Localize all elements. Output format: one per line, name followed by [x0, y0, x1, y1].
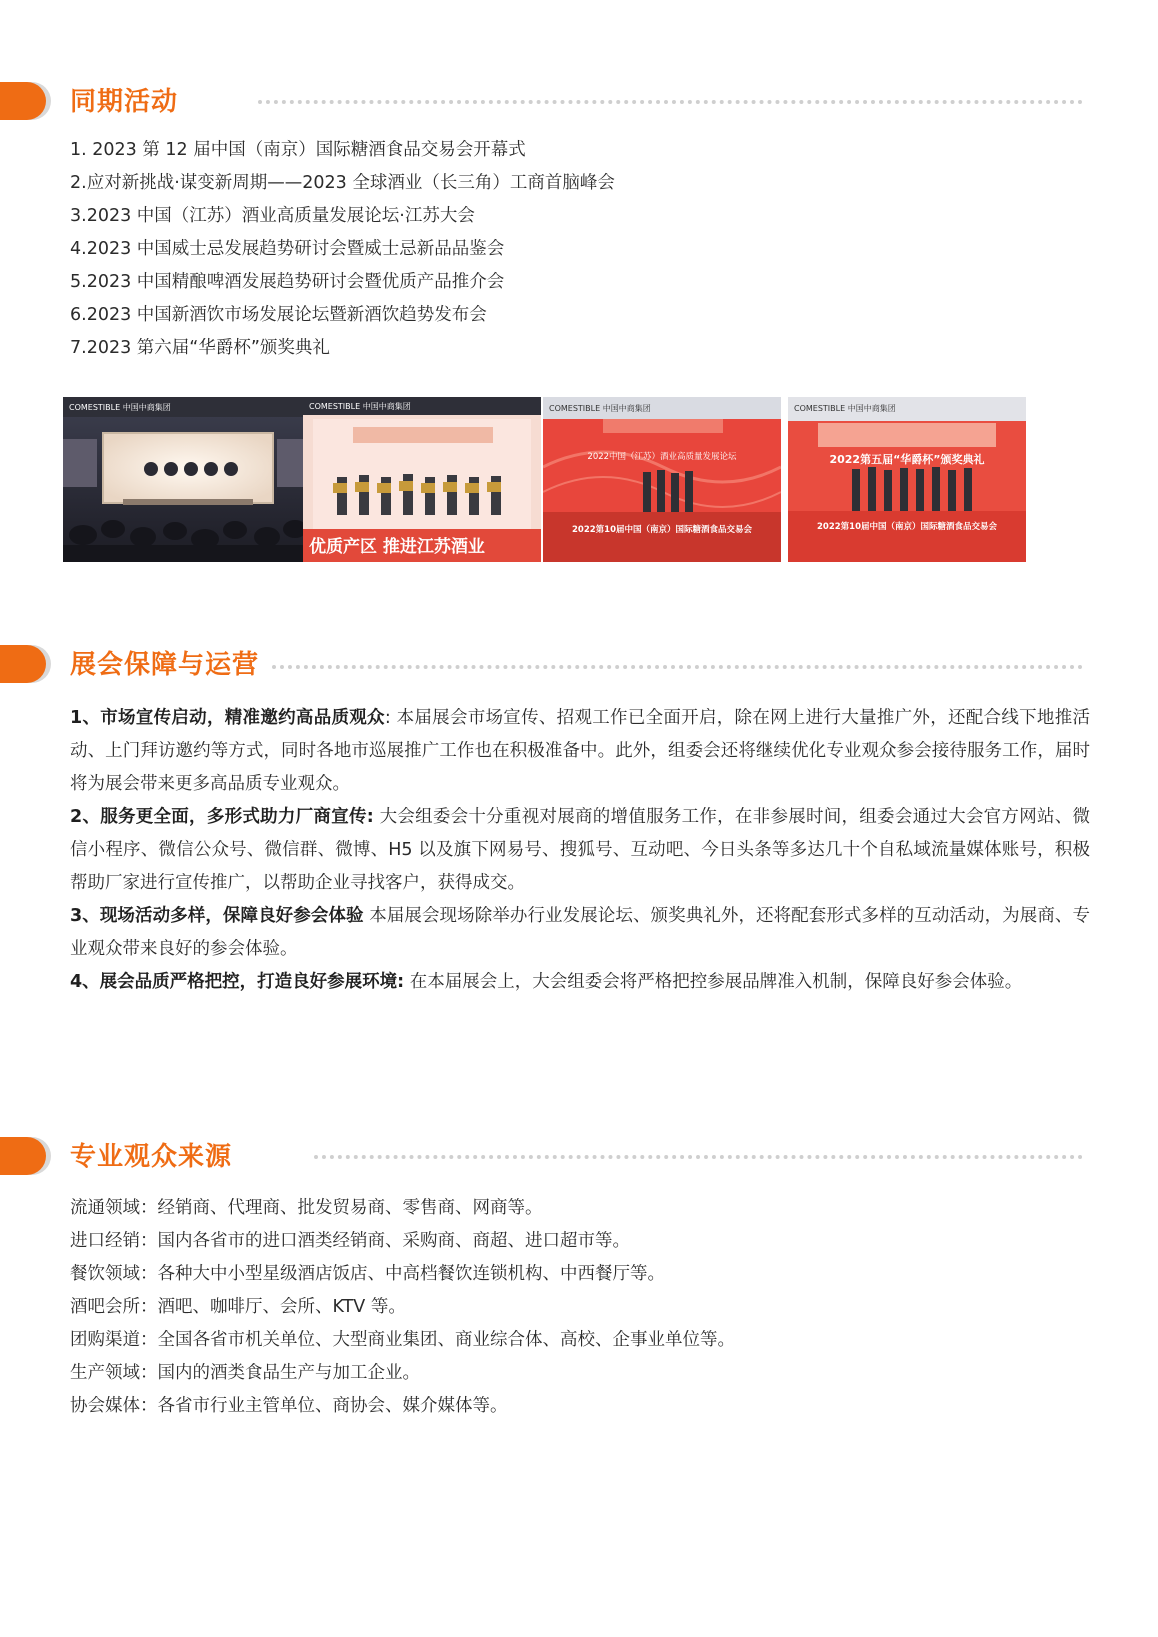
list-item: 7.2023 第六届“华爵杯”颁奖典礼: [70, 338, 330, 358]
paragraph-lead: 3、现场活动多样，保障良好参会体验: [70, 906, 364, 926]
photo-brand-label: COMESTIBLE 中国中商集团: [309, 402, 411, 411]
photo-brand-label: COMESTIBLE 中国中商集团: [549, 404, 651, 413]
section-title: 同期活动: [70, 87, 179, 117]
dotted-divider: [272, 665, 1083, 669]
list-item: 流通领域：经销商、代理商、批发贸易商、零售商、网商等。: [70, 1198, 543, 1218]
operations-paragraph: [70, 702, 1090, 801]
photo-brand-label: COMESTIBLE 中国中商集团: [794, 404, 896, 413]
dotted-divider: [314, 1155, 1083, 1159]
list-item: 生产领域：国内的酒类食品生产与加工企业。: [70, 1363, 420, 1383]
paragraph-lead: 2、服务更全面，多形式助力厂商宣传:: [70, 807, 374, 827]
list-item: 4.2023 中国威士忌发展趋势研讨会暨威士忌新品品鉴会: [70, 239, 505, 259]
section-header: [0, 645, 1158, 705]
list-item: 团购渠道：全国各省市机关单位、大型商业集团、商业综合体、高校、企事业单位等。: [70, 1330, 735, 1350]
event-photo-award-ceremony: [788, 397, 1026, 562]
operations-content: [70, 702, 1090, 999]
section-tab-marker: [0, 645, 46, 683]
operations-paragraph: [70, 801, 1090, 900]
photo-banner-text: 2022中国（江苏）酒业高质量发展论坛: [587, 452, 737, 462]
list-item: 3.2023 中国（江苏）酒业高质量发展论坛·江苏大会: [70, 206, 475, 226]
audience-list: [70, 1192, 735, 1423]
section-header: [0, 1137, 1158, 1197]
paragraph-lead: 4、展会品质严格把控，打造良好参展环境:: [70, 972, 405, 992]
event-photo-jiangsu-forum: [543, 397, 781, 562]
list-item: 1. 2023 第 12 届中国（南京）国际糖酒食品交易会开幕式: [70, 140, 526, 160]
section-tab-marker: [0, 82, 46, 120]
list-item: 进口经销：国内各省市的进口酒类经销商、采购商、商超、进口超市等。: [70, 1231, 630, 1251]
dotted-divider: [258, 100, 1083, 104]
photo-banner-text: 2022第10届中国（南京）国际糖酒食品交易会: [572, 525, 752, 535]
paragraph-text: : 本届展会市场宣传、招观工作已全面开启，除在网上进行大量推广外，还配合线下地推活动、上门拜访邀约等方式，同时各地市巡展推广工作也在积极准备中。此外，组委会还将继续优化专业观众参会接待服务工作，届时将为展会带来更多高品质专业观众。: [70, 708, 1090, 794]
operations-paragraph: [70, 900, 1090, 966]
list-item: 6.2023 中国新酒饮市场发展论坛暨新酒饮趋势发布会: [70, 305, 487, 325]
paragraph-text: 大会组委会十分重视对展商的增值服务工作，在非参展时间，组委会通过大会官方网站、微信小程序、微信公众号、微信群、微博、H5 以及旗下网易号、搜狐号、互动吧、今日头条等多达几十个自私域流量媒体账号，积极帮助厂家进行宣传推广，以帮助企业寻找客户，获得成交。: [70, 807, 1090, 893]
activities-list: [70, 134, 615, 365]
operations-paragraph: [70, 966, 1090, 999]
event-photo-forum: [63, 397, 311, 562]
list-item: 酒吧会所：酒吧、咖啡厅、会所、KTV 等。: [70, 1297, 406, 1317]
audience-section: [0, 1137, 1158, 1416]
paragraph-text: 本届展会现场除举办行业发展论坛、颁奖典礼外，还将配套形式多样的互动活动，为展商、专业观众带来良好的参会体验。: [70, 906, 1090, 959]
photo-banner-text: 2022第10届中国（南京）国际糖酒食品交易会: [817, 522, 997, 532]
operations-section: [0, 645, 1158, 705]
photo-brand-label: COMESTIBLE 中国中商集团: [69, 403, 171, 412]
section-title: 专业观众来源: [70, 1142, 233, 1172]
event-photo-certificates: [303, 397, 541, 562]
event-photos: [63, 397, 1083, 565]
section-tab-marker: [0, 1137, 46, 1175]
photo-banner-text: 2022第五届“华爵杯”颁奖典礼: [829, 453, 985, 466]
paragraph-lead: 1、市场宣传启动，精准邀约高品质观众: [70, 708, 385, 728]
activities-section: [0, 82, 1158, 358]
photo-banner-text: 优质产区 推进江苏酒业: [309, 537, 485, 557]
list-item: 5.2023 中国精酿啤酒发展趋势研讨会暨优质产品推介会: [70, 272, 505, 292]
list-item: 餐饮领域：各种大中小型星级酒店饭店、中高档餐饮连锁机构、中西餐厅等。: [70, 1264, 665, 1284]
list-item: 2.应对新挑战·谋变新周期——2023 全球酒业（长三角）工商首脑峰会: [70, 173, 615, 193]
paragraph-text: 在本届展会上，大会组委会将严格把控参展品牌准入机制，保障良好参会体验。: [404, 972, 1023, 992]
list-item: 协会媒体：各省市行业主管单位、商协会、媒介媒体等。: [70, 1396, 508, 1416]
section-header: [0, 82, 1158, 142]
section-title: 展会保障与运营: [70, 650, 260, 680]
